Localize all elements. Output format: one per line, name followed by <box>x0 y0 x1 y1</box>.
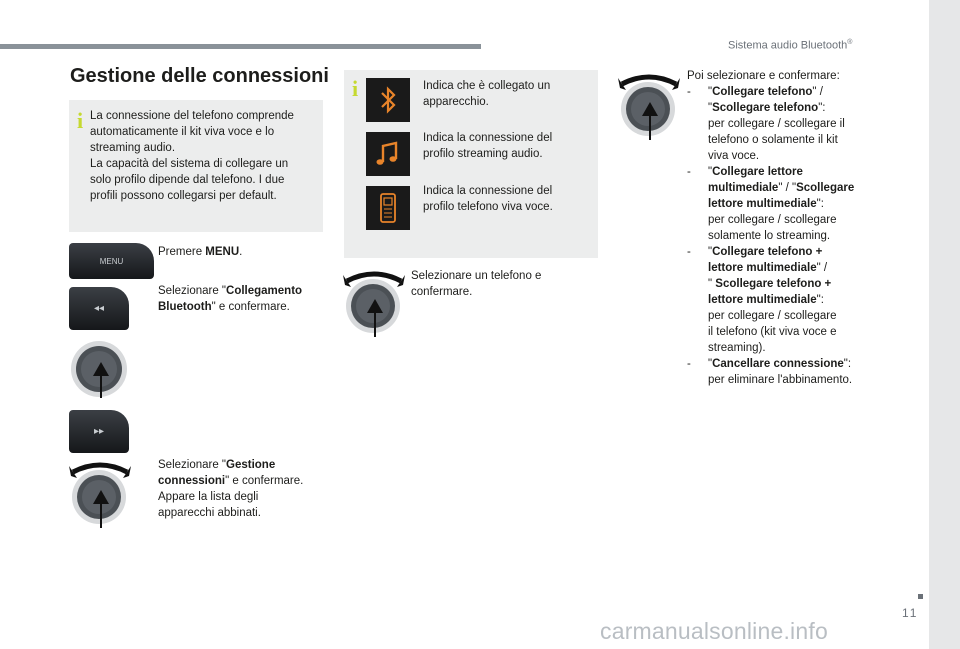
option-collegare-telefono-lettore: "Collegare telefono + lettore multimediale" / " Scollegare telefono + lettore multimediale": per collegare / scollegare il telefono (kit viva voce e streaming). <box>708 246 837 354</box>
page-number: 11 <box>902 606 919 620</box>
mobile-phone-icon <box>366 186 410 230</box>
option-collegare-lettore: "Collegare lettore multimediale" / "Scollegare lettore multimediale": per collegare / scollegare solamente lo streaming. <box>708 166 855 242</box>
music-desc: Indica la connessione del profilo streaming audio. <box>423 132 553 160</box>
rewind-button[interactable] <box>69 287 129 330</box>
step-menu-text: Premere MENU. <box>158 246 243 258</box>
rotate-knob-icon[interactable] <box>69 460 131 530</box>
step-select-phone-text: Selezionare un telefono e confermare. <box>411 270 542 298</box>
info-icon: i <box>352 76 359 101</box>
rotate-knob-icon[interactable] <box>343 269 405 339</box>
bluetooth-icon <box>366 78 410 122</box>
forward-icon: ▸▸ <box>93 426 105 437</box>
option-dash: - <box>687 246 691 258</box>
page-title: Gestione delle connessioni <box>70 65 329 87</box>
option-dash: - <box>687 86 691 98</box>
rotary-knob-icon[interactable] <box>69 340 131 402</box>
info-box-icons <box>344 70 598 258</box>
info-icon: i <box>77 108 84 133</box>
step-bluetooth-text: Selezionare "Collegamento Bluetooth" e confermare. <box>158 285 303 313</box>
watermark: carmanualsonline.info <box>600 618 828 644</box>
rewind-icon: ◂◂ <box>93 303 105 314</box>
option-dash: - <box>687 166 691 178</box>
music-note-icon <box>366 132 410 176</box>
option-cancellare-connessione: "Cancellare connessione": per eliminare l'abbinamento. <box>708 358 853 386</box>
phone-desc: Indica la connessione del profilo telefono viva voce. <box>423 185 553 213</box>
menu-button[interactable]: MENU <box>69 243 154 279</box>
section-title: Sistema audio Bluetooth® <box>728 39 853 52</box>
rotate-knob-icon[interactable] <box>618 72 680 142</box>
bluetooth-desc: Indica che è collegato un apparecchio. <box>423 80 551 108</box>
page-sidebar <box>929 0 960 649</box>
page-dot <box>918 594 923 599</box>
col3-intro: Poi selezionare e confermare: <box>687 70 840 82</box>
forward-button[interactable] <box>69 410 129 453</box>
header-rule <box>0 44 481 49</box>
info-text: La connessione del telefono comprende automaticamente il kit viva voce e lo streaming audio. La capacità del sistema di collegare un solo profilo dipende dal telefono. I due profili possono collegarsi per default. <box>90 110 294 202</box>
info-box-connection <box>69 100 323 232</box>
option-collegare-telefono: "Collegare telefono" / "Scollegare telefono": per collegare / scollegare il telefono o solamente il kit viva voce. <box>708 86 845 162</box>
step-gestione-text: Selezionare "Gestione connessioni" e confermare. Appare la lista degli apparecchi abbinati. <box>158 459 304 519</box>
option-dash: - <box>687 358 691 370</box>
